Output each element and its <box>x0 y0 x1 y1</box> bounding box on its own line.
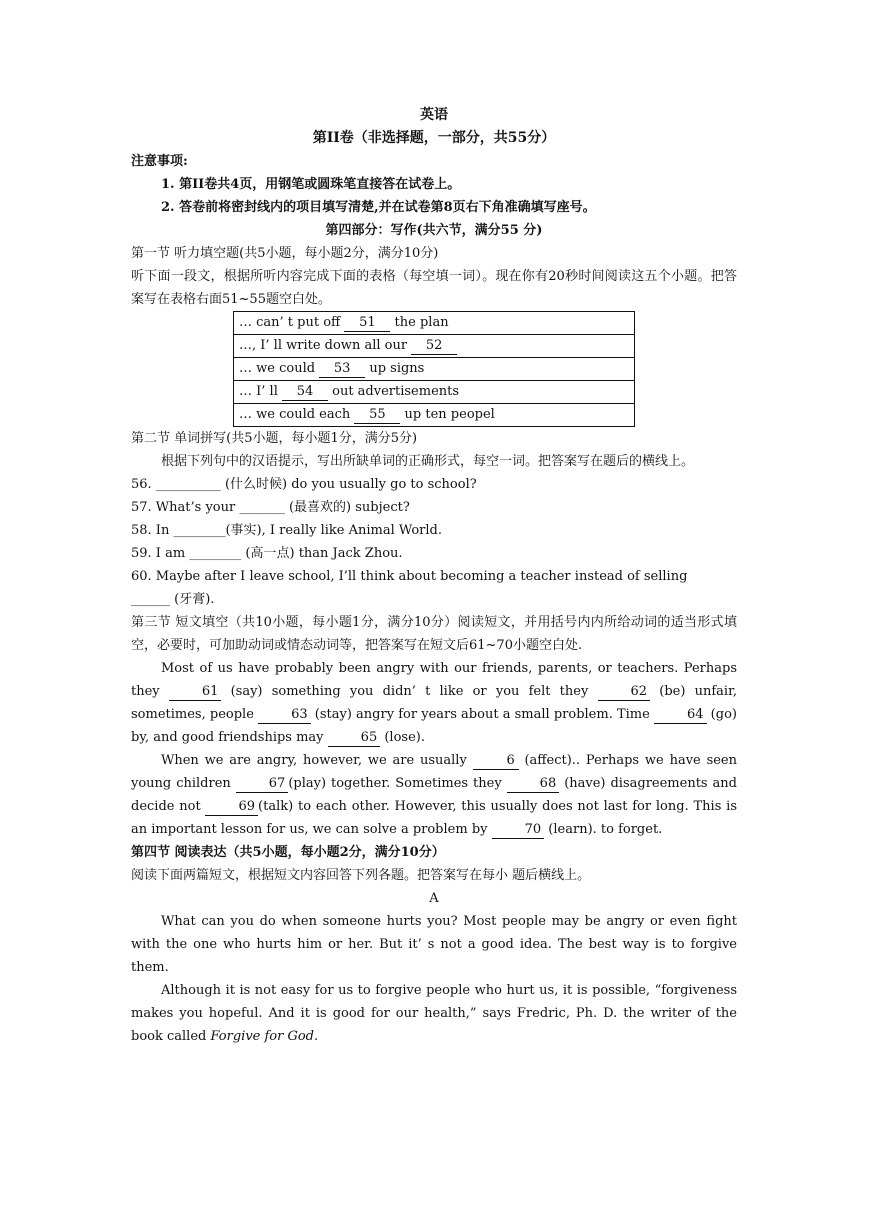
table-row <box>234 404 635 427</box>
section2-title: 第二节 单词拼写(共5小题，每小题1分，满分5分) <box>131 431 418 446</box>
part-title: 第四部分：写作(共六节，满分55 分) <box>325 223 543 238</box>
cloze-text: (say) something you didn’ t like or you felt they <box>221 684 598 699</box>
answer-blank-70: 70 <box>492 822 545 839</box>
spelling-item-59: 59. I am ________ (高一点) than Jack Zhou. <box>131 546 403 561</box>
section4-instructions: 阅读下面两篇短文，根据短文内容回答下列各题。把答案写在每小 题后横线上。 <box>131 868 591 883</box>
row-text-pre: … we could each <box>239 407 355 422</box>
answer-blank-62: 62 <box>598 684 651 701</box>
answer-blank-65: 65 <box>328 730 381 747</box>
cloze-text: (be) unfair, sometimes, people <box>131 684 737 722</box>
cloze-paragraph-2 <box>131 749 737 841</box>
answer-blank-61: 61 <box>169 684 222 701</box>
row-text-post: up signs <box>365 361 425 376</box>
cloze-text: (learn). to forget. <box>544 822 663 837</box>
cloze-text: Most of us have probably been angry with our friends, parents, or teachers. Perhaps they <box>131 661 737 699</box>
cloze-paragraph-1 <box>131 657 737 749</box>
answer-blank-63: 63 <box>258 707 311 724</box>
cloze-text: (go) by, and good friendships may <box>131 707 737 745</box>
cloze-text: (play) together. Sometimes they <box>288 776 507 791</box>
cloze-text: (affect).. Perhaps we have seen young children <box>131 753 737 791</box>
answer-blank-67: 67 <box>236 776 289 793</box>
notice-item-2: 2. 答卷前将密封线内的项目填写清楚,并在试卷第8页右下角准确填写座号。 <box>161 200 596 215</box>
answer-blank-66: 6 <box>473 753 519 770</box>
answer-blank-64: 64 <box>654 707 707 724</box>
table-cell <box>234 312 635 335</box>
section1-instructions: 听下面一段文，根据所听内容完成下面的表格（每空填一词）。现在你有20秒时间阅读这五个小题。把答案写在表格右面51~55题空白处。 <box>131 269 737 307</box>
section3-title-instructions: 第三节 短文填空（共10小题，每小题1分，满分10分）阅读短文，并用括号内内所给动词的适当形式填空，必要时，可加助动词或情态动词等，把答案写在短文后61~70小题空白处. <box>131 615 737 653</box>
table-cell <box>234 335 635 358</box>
cloze-text: (talk) to each other. However, this usually does not last for long. This is an important lesson for us, we can solve a problem by <box>131 799 737 837</box>
row-text-pre: … I’ ll <box>239 384 282 399</box>
passage-label: A <box>429 891 439 906</box>
row-text-post: the plan <box>390 315 449 330</box>
answer-blank-54: 54 <box>282 384 328 401</box>
notice-heading: 注意事项: <box>131 154 188 169</box>
answer-blank-53: 53 <box>319 361 365 378</box>
section4-title: 第四节 阅读表达（共5小题，每小题2分，满分10分） <box>131 845 445 860</box>
notice-item-1: 1. 第II卷共4页，用钢笔或圆珠笔直接答在试卷上。 <box>161 177 461 192</box>
exam-page <box>131 104 737 1048</box>
cloze-text: (stay) angry for years about a small problem. Time <box>310 707 654 722</box>
table-row <box>234 312 635 335</box>
passage-text-end: . <box>314 1029 319 1044</box>
answer-blank-51: 51 <box>344 315 390 332</box>
spelling-item-58: 58. In ________(事实), I really like Animal World. <box>131 523 443 538</box>
spelling-item-57: 57. What’s your _______ (最喜欢的) subject? <box>131 500 410 515</box>
row-text-post: up ten peopel <box>400 407 495 422</box>
table-cell <box>234 381 635 404</box>
passage-a-paragraph-2 <box>131 979 737 1048</box>
cloze-text: When we are angry, however, we are usually <box>161 753 473 768</box>
answer-blank-69: 69 <box>205 799 258 816</box>
row-text-pre: … can’ t put off <box>239 315 345 330</box>
passage-text: Although it is not easy for us to forgive people who hurt us, it is possible, “forgiveness makes you hopeful. And it is good for our health,” says Fredric, Ph. D. the writer of the book called <box>131 983 737 1044</box>
spelling-item-60-cont: ______ (牙膏). <box>131 592 215 607</box>
table-row <box>234 381 635 404</box>
answer-blank-55: 55 <box>354 407 400 424</box>
spelling-item-60: 60. Maybe after I leave school, I’ll think about becoming a teacher instead of selling <box>131 569 688 584</box>
answer-blank-68: 68 <box>507 776 560 793</box>
book-title: Forgive for God <box>210 1029 315 1044</box>
section2-instructions: 根据下列句中的汉语提示，写出所缺单词的正确形式，每空一词。把答案写在题后的横线上。 <box>161 454 695 469</box>
table-row <box>234 335 635 358</box>
cloze-text: (lose). <box>380 730 425 745</box>
answer-blank-52: 52 <box>411 338 457 355</box>
listening-fill-table <box>233 311 635 427</box>
passage-a-paragraph-1: What can you do when someone hurts you? Most people may be angry or even fight with the one who hurts him or her. But it’ s not a good idea. The best way is to forgive them. <box>131 914 737 975</box>
section1-title: 第一节 听力填空题(共5小题，每小题2分，满分10分) <box>131 246 439 261</box>
row-text-post: out advertisements <box>327 384 460 399</box>
table-cell <box>234 358 635 381</box>
row-text-pre: … we could <box>239 361 320 376</box>
row-text-pre: …, I’ ll write down all our <box>239 338 412 353</box>
table-cell <box>234 404 635 427</box>
cloze-text: (have) disagreements and decide not <box>131 776 738 814</box>
spelling-item-56: 56. __________ (什么时候) do you usually go to school? <box>131 477 477 492</box>
volume-title: 第II卷（非选择题，一部分，共55分） <box>312 130 556 146</box>
subject-title: 英语 <box>420 107 448 123</box>
table-row <box>234 358 635 381</box>
